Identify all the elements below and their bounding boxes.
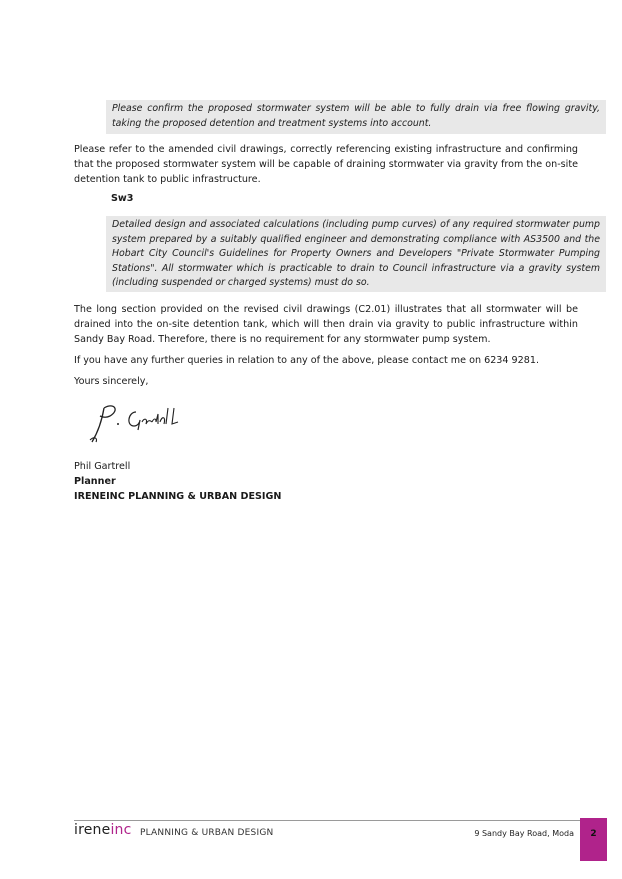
brand-logo-part1: irene <box>74 822 111 838</box>
quoted-request-1: Please confirm the proposed stormwater system will be able to fully drain via free flowing gravity, taking the proposed detention and treatment systems into account. <box>106 100 606 134</box>
brand-tagline: PLANNING & URBAN DESIGN <box>140 828 274 838</box>
page-number-badge <box>580 818 607 861</box>
response-paragraph-1: Please refer to the amended civil drawings, correctly referencing existing infrastructure and confirming that the proposed stormwater system will be capable of draining stormwater via gravity from the on-site detention tank to public infrastructure. <box>74 144 578 185</box>
signer-role: Planner <box>74 476 116 487</box>
condition-heading-sw3: Sw3 <box>111 193 134 204</box>
response-paragraph-2: The long section provided on the revised civil drawings (C2.01) illustrates that all stormwater will be drained into the on-site detention tank, which will then drain via gravity to public infrastructure within Sandy Bay Road. Therefore, there is no requirement for any stormwater pump system. <box>74 304 578 345</box>
closing-salutation: Yours sincerely, <box>74 376 149 387</box>
brand-logo <box>74 822 132 838</box>
page-number: 2 <box>590 829 597 839</box>
quoted-condition-sw3: Detailed design and associated calculations (including pump curves) of any required stormwater pump system prepared by a suitably qualified engineer and demonstrating compliance with AS3500 and the Hobart City Council's Guidelines for Property Owners and Developers "Private Stormwater Pumping Stations". All stormwater which is practicable to drain to Council infrastructure via a gravity system (including suspended or charged systems) must do so. <box>106 216 606 292</box>
footer-address: 9 Sandy Bay Road, Moda <box>474 829 574 838</box>
signer-firm: IRENEINC PLANNING & URBAN DESIGN <box>74 491 282 502</box>
handwritten-signature <box>86 400 196 446</box>
footer-divider <box>74 820 580 821</box>
signer-name: Phil Gartrell <box>74 461 131 472</box>
brand-logo-part2: inc <box>110 822 132 838</box>
contact-paragraph: If you have any further queries in relation to any of the above, please contact me on 6234 9281. <box>74 355 540 366</box>
